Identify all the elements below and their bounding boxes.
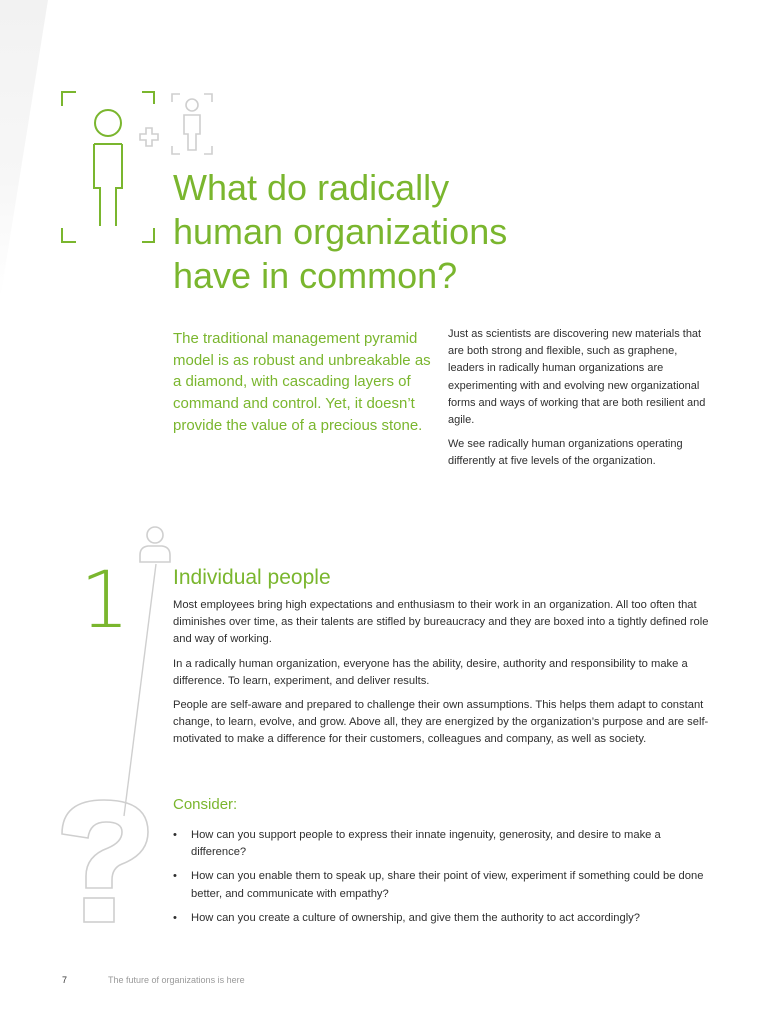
list-item	[173, 910, 708, 927]
bullet: •	[173, 870, 177, 883]
section-paragraph-2: In a radically human organization, everyone has the ability, desire, authority and responsibility to make a difference. To learn, experiment, and deliver results.	[173, 657, 688, 687]
list-item	[173, 868, 708, 902]
section-heading: Individual people	[173, 566, 331, 589]
footer-page-number: 7	[62, 975, 68, 985]
consider-list	[173, 827, 708, 934]
person-icon	[134, 524, 176, 564]
intro-paragraph-1: Just as scientists are discovering new materials that are both strong and flexible, such as graphene, leaders in radically human organizations are experimenting with and evolving new organizational forms and ways of working that are both resilient and agile.	[448, 328, 706, 427]
list-item-text: How can you support people to express their innate ingenuity, generosity, and desire to make a difference?	[191, 829, 661, 859]
section-number: 1	[80, 556, 130, 646]
intro-body	[448, 326, 710, 478]
list-item-text: How can you create a culture of ownership, and give them the authority to act accordingly?	[191, 911, 640, 924]
bullet: •	[173, 829, 177, 841]
title-line-2: human organizations	[173, 211, 508, 252]
title-line-1: What do radically	[173, 167, 450, 208]
page-corner-shadow	[0, 0, 48, 300]
list-item	[173, 827, 708, 861]
intro-lead-paragraph: The traditional management pyramid model is as robust and unbreakable as a diamond, with cascading layers of command and control. Yet, it doesn’t provide the value of a precious stone.	[173, 330, 431, 434]
title-line-3: have in common?	[173, 255, 458, 296]
section-paragraph-1: Most employees bring high expectations and enthusiasm to their work in an organization. All too often that diminishes over time, as their talents are stifled by bureaucracy and they are boxed into a tightly defined role and way of working.	[173, 599, 709, 646]
section-paragraph-3: People are self-aware and prepared to challenge their own assumptions. This helps them adapt to constant change, to learn, evolve, and grow. Above all, they are energized by the organization’s purpose and are self-motivated to make a difference for their customers, colleagues and company, as well as society.	[173, 699, 709, 746]
consider-heading: Consider:	[173, 796, 238, 813]
bullet: •	[173, 911, 177, 924]
section-body	[173, 597, 713, 756]
intro-paragraph-2: We see radically human organizations operating differently at five levels of the organization.	[448, 438, 683, 468]
page-title	[173, 166, 693, 298]
question-mark-icon	[56, 796, 156, 928]
footer-publication-title: The future of organizations is here	[108, 975, 245, 985]
list-item-text: How can you enable them to speak up, share their point of view, experiment if something could be done better, and communicate with empathy?	[191, 870, 704, 900]
